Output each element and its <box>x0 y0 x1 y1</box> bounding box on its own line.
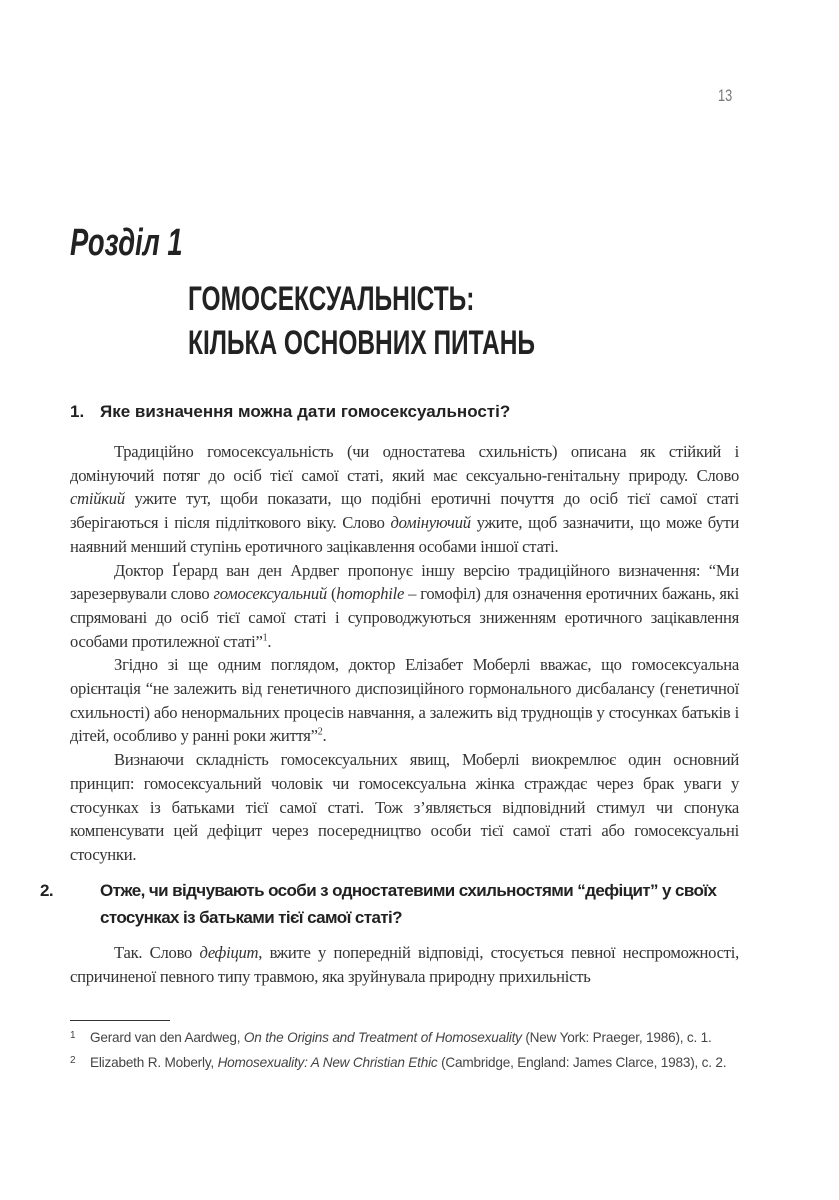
footnote-divider <box>70 1020 170 1021</box>
text-segment: ужите, щоб зазначити, що може бути наявний менший ступінь еротичного зацікавлення особами іншої статі. <box>70 513 739 556</box>
text-segment: Визнаючи складність гомосексуальних явищ, Моберлі виокремлює один основний принцип: гомосексуальний чоловік чи гомосексуальна жінка страждає через брак уваги у стосунках із батьками тієї самої статі. Тож з’являється відповідний стимул чи спонука компенсувати цей дефіцит через посередництво особи тієї самої статі або гомосексуальні стосунки. <box>70 750 739 864</box>
question-1-answer <box>70 440 739 867</box>
text-segment: ужите тут, щоби показати, що подібні еротичні почуття до осіб тієї самої статі зберігаються і після підліткового віку. Слово <box>70 489 739 533</box>
footnote-number: 1 <box>70 1030 76 1041</box>
text-segment: , вжите у попередній відповіді, стосується певної неспроможності, спричиненої певного типу травмою, яка зруйнувала природну прихильність <box>70 943 739 986</box>
emphasis-text: гомосексуальний <box>213 584 327 604</box>
emphasis-text: homophile <box>336 584 405 604</box>
text-segment: (Cambridge, England: James Clarce, 1983), c. 2. <box>437 1055 727 1070</box>
emphasis-text: On the Origins and Treatment of Homosexuality <box>243 1030 522 1045</box>
footnote-1 <box>70 1030 712 1045</box>
chapter-label: Розділ 1 <box>70 222 183 264</box>
text-segment: – гомофіл) для означення еротичних бажань, які спрямовані до осіб тієї самої статі і супроводжуються зниженням еротичного зацікавлення особами протилежної статі” <box>70 584 739 651</box>
text-segment: Доктор Ґерард ван ден Ардвег пропонує іншу версію традиційного визначення: “Ми зарезервували слово <box>70 560 739 604</box>
question-1-heading <box>70 398 740 425</box>
text-segment: (New York: Praeger, 1986), c. 1. <box>521 1030 712 1045</box>
footnote-number: 2 <box>70 1055 76 1066</box>
page-number: 13 <box>718 86 733 105</box>
paragraph <box>70 748 739 867</box>
text-segment: Так. Слово <box>114 943 200 962</box>
question-number: 1. <box>70 402 85 421</box>
question-2-heading <box>40 877 770 931</box>
question-text: Яке визначення можна дати гомосексуальності? <box>100 402 511 421</box>
paragraph <box>70 559 739 654</box>
paragraph <box>70 440 739 559</box>
paragraph <box>70 653 739 748</box>
emphasis-text: дефіцит <box>199 943 259 962</box>
paragraph <box>70 941 739 988</box>
chapter-title-line-2: КІЛЬКА ОСНОВНИХ ПИТАНЬ <box>188 324 536 362</box>
text-segment: . <box>322 726 327 746</box>
text-segment: . <box>267 631 272 651</box>
emphasis-text: домінуючий <box>390 513 471 533</box>
emphasis-text: Homosexuality: A New Christian Ethic <box>217 1055 438 1070</box>
text-segment: Згідно зі ще одним поглядом, доктор Елізабет Моберлі вважає, що гомосексуальна орієнтація “не залежить від генетичного диспозиційного гормонального дисбалансу (генетичної схильності) або ненормальних процесів навчання, а залежить від труднощів у стосунках батьків і дітей, особливо у ранні роки життя” <box>70 655 739 746</box>
question-2-answer <box>70 941 739 988</box>
chapter-title-line-1: ГОМОСЕКСУАЛЬНІСТЬ: <box>188 280 475 318</box>
footnote-ref: 1 <box>262 632 268 644</box>
emphasis-text: стійкий <box>70 489 125 509</box>
text-segment: Elizabeth R. Moberly, <box>90 1055 218 1070</box>
question-number: 2. <box>40 881 53 900</box>
text-segment: Традиційно гомосексуальність (чи одностатева схильність) описана як стійкий і домінуючий потяг до осіб тієї самої статі, який має сексуально-генітальну природу. Слово <box>70 442 739 485</box>
text-segment: ( <box>326 584 337 604</box>
text-segment: Gerard van den Aardweg, <box>90 1030 244 1045</box>
footnote-2 <box>70 1055 726 1070</box>
question-text: Отже, чи відчувають особи з одностатевими схильностями “дефіцит” у своїх стосунках із батьками тієї самої статі? <box>100 881 717 927</box>
footnote-ref: 2 <box>317 726 323 738</box>
